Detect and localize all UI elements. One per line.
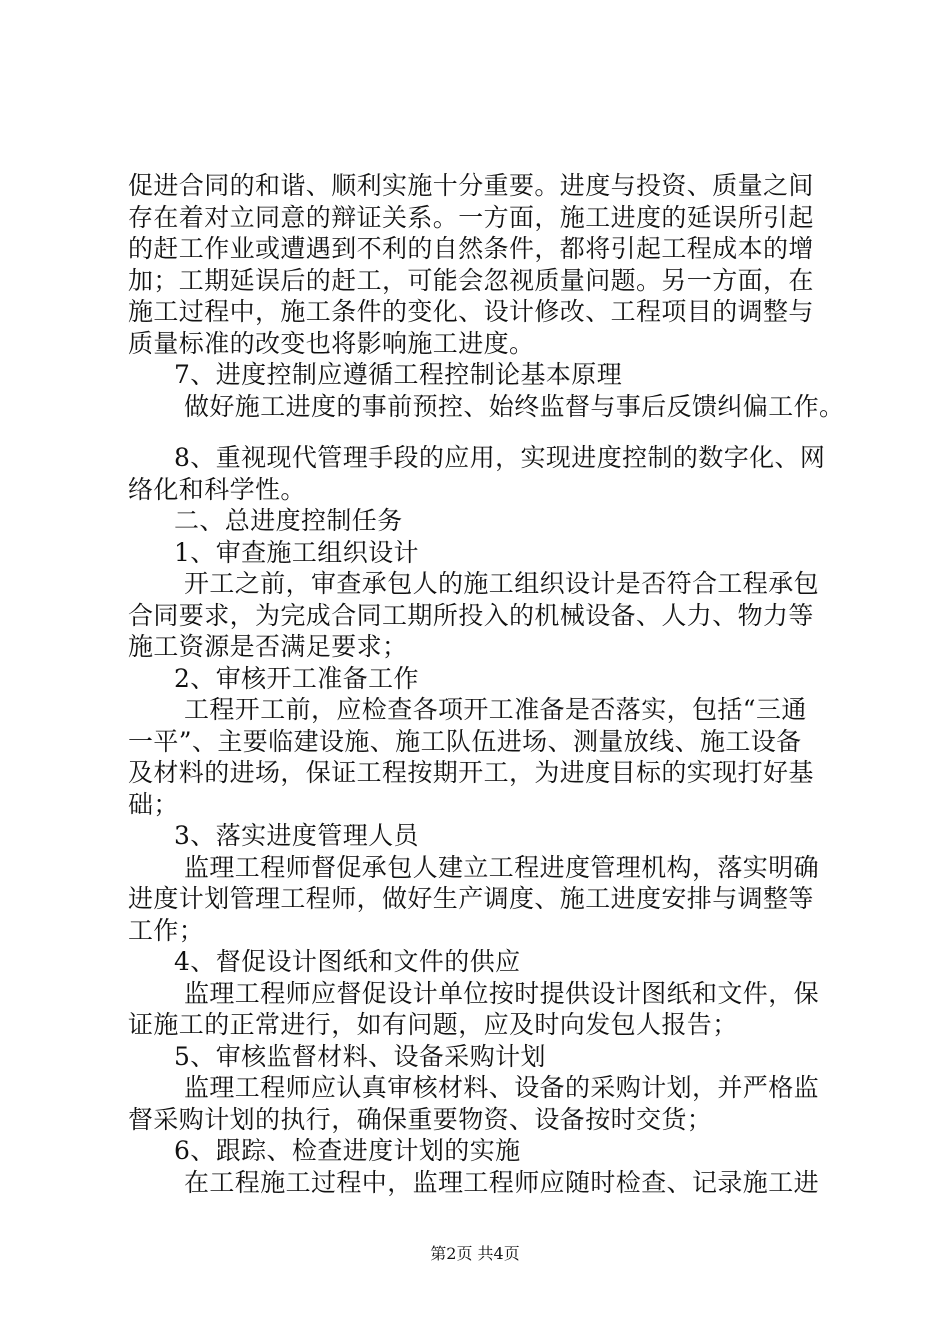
section-heading: 2、审核开工准备工作 xyxy=(174,663,419,693)
paragraph-line: 监理工程师应督促设计单位按时提供设计图纸和文件，保 xyxy=(184,978,820,1008)
blank-gap xyxy=(128,422,838,442)
paragraph-line: 络化和科学性。 xyxy=(128,474,306,504)
paragraph-line: 开工之前，审查承包人的施工组织设计是否符合工程承包 xyxy=(184,569,820,598)
section-heading: 4、督促设计图纸和文件的供应 xyxy=(174,947,521,976)
paragraph-line: 工程开工前，应检查各项开工准备是否落实，包括“三通 xyxy=(184,695,807,724)
section-heading: 1、审查施工组织设计 xyxy=(174,537,419,567)
paragraph-line: 础； xyxy=(128,789,179,819)
paragraph-line: 及材料的进场，保证工程按期开工，为进度目标的实现打好基 xyxy=(128,758,814,787)
paragraph-line: 促进合同的和谐、顺利实施十分重要。进度与投资、质量之间 xyxy=(128,171,814,200)
paragraph-line: 监理工程师督促承包人建立工程进度管理机构，落实明确 xyxy=(184,852,820,882)
paragraph-line: 存在着对立同意的辩证关系。一方面，施工进度的延误所引起 xyxy=(128,202,814,232)
paragraph-line: 监理工程师应认真审核材料、设备的采购计划，并严格监 xyxy=(184,1073,820,1102)
paragraph-line: 质量标准的改变也将影响施工进度。 xyxy=(128,328,535,358)
paragraph-line: 的赶工作业或遭遇到不利的自然条件，都将引起工程成本的增 xyxy=(128,234,814,263)
paragraph-line: 做好施工进度的事前预控、始终监督与事后反馈纠偏工作。 xyxy=(184,391,845,421)
paragraph-line: 合同要求，为完成合同工期所投入的机械设备、人力、物力等 xyxy=(128,600,814,630)
section-heading: 7、进度控制应遵循工程控制论基本原理 xyxy=(174,360,623,389)
paragraph-line: 工作； xyxy=(128,915,205,945)
section-heading: 6、跟踪、检查进度计划的实施 xyxy=(174,1136,521,1165)
paragraph-line: 督采购计划的执行，确保重要物资、设备按时交货； xyxy=(128,1104,713,1134)
paragraph-line: 在工程施工过程中，监理工程师应随时检查、记录施工进 xyxy=(184,1167,820,1197)
paragraph-line: 一平”、主要临建设施、施工队伍进场、测量放线、施工设备 xyxy=(128,726,802,756)
paragraph-line: 加；工期延误后的赶工，可能会忽视质量问题。另一方面，在 xyxy=(128,265,814,295)
paragraph-line: 进度计划管理工程师，做好生产调度、施工进度安排与调整等 xyxy=(128,884,814,913)
section-heading: 5、审核监督材料、设备采购计划 xyxy=(174,1041,546,1071)
section-heading: 二、总进度控制任务 xyxy=(174,506,403,535)
document-body xyxy=(128,170,845,1198)
section-heading: 8、重视现代管理手段的应用，实现进度控制的数字化、网 xyxy=(174,443,826,472)
paragraph-line: 施工资源是否满足要求； xyxy=(128,632,408,661)
paragraph-line: 证施工的正常进行，如有问题，应及时向发包人报告； xyxy=(128,1010,738,1039)
page-number-footer: 第2页 共4页 xyxy=(430,1244,520,1263)
paragraph-line: 施工过程中，施工条件的变化、设计修改、工程项目的调整与 xyxy=(128,297,814,326)
section-heading: 3、落实进度管理人员 xyxy=(174,821,419,850)
